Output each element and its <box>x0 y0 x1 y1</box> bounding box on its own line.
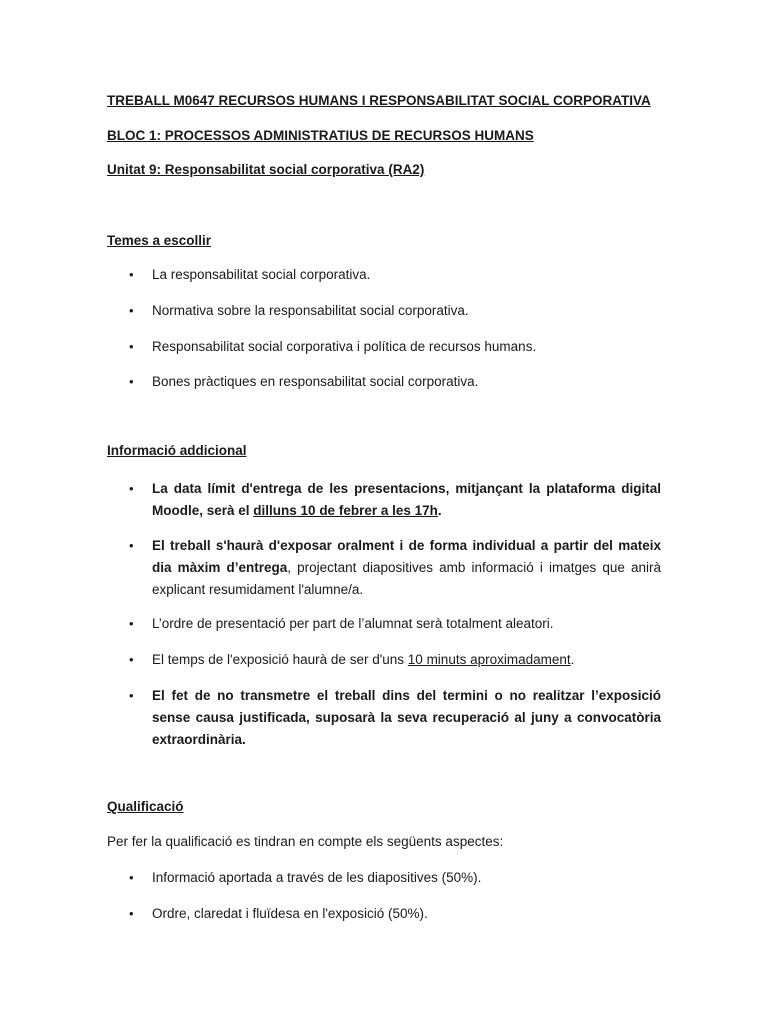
info-heading: Informació addicional <box>107 443 247 458</box>
info-item-oral <box>152 535 661 601</box>
bullet-icon: • <box>129 688 134 703</box>
info-item-penalty: El fet de no transmetre el treball dins del termini o no realitzar l’exposició sense causa justificada, suposarà la seva recuperació al juny a convocatòria extraordinària. <box>152 688 661 747</box>
deadline-end: . <box>437 503 442 518</box>
block-heading: BLOC 1: PROCESSOS ADMINISTRATIUS DE RECURSOS HUMANS <box>107 128 534 143</box>
bullet-icon: • <box>129 374 134 389</box>
oral-text: El treball s'haurà d'exposar oralment i de forma individual a partir del mateix dia màxim d’entrega <box>152 538 661 575</box>
bullet-icon: • <box>129 538 134 553</box>
topic-item: Bones pràctiques en responsabilitat social corporativa. <box>152 374 479 389</box>
bullet-icon: • <box>129 481 134 496</box>
oral-rest: , projectant diapositives amb informació i imatges que anirà explicant resumidament l'alumne/a. <box>152 560 661 597</box>
bullet-icon: • <box>129 267 134 282</box>
time-end: . <box>570 652 575 667</box>
info-item-time <box>152 651 661 669</box>
bullet-icon: • <box>129 870 134 885</box>
topic-item: La responsabilitat social corporativa. <box>152 267 371 282</box>
bullet-icon: • <box>129 616 134 631</box>
bullet-icon: • <box>129 303 134 318</box>
time-text: El temps de l'exposició haurà de ser d'uns <box>152 652 408 667</box>
topic-item: Responsabilitat social corporativa i política de recursos humans. <box>152 339 537 354</box>
grading-item: Informació aportada a través de les diapositives (50%). <box>152 870 482 885</box>
grading-item: Ordre, claredat i fluïdesa en l'exposició (50%). <box>152 906 428 921</box>
document-title: TREBALL M0647 RECURSOS HUMANS I RESPONSABILITAT SOCIAL CORPORATIVA <box>107 93 651 108</box>
unit-heading: Unitat 9: Responsabilitat social corporativa (RA2) <box>107 162 425 177</box>
grading-heading: Qualificació <box>107 799 184 814</box>
topic-item: Normativa sobre la responsabilitat social corporativa. <box>152 303 469 318</box>
info-item-order: L’ordre de presentació per part de l’alumnat serà totalment aleatori. <box>152 616 554 631</box>
time-duration: 10 minuts aproximadament <box>407 652 571 667</box>
deadline-date: dilluns 10 de febrer a les 17h <box>253 503 438 518</box>
deadline-text: La data límit d'entrega de les presentacions, mitjançant la plataforma digital Moodle, serà el <box>152 481 661 518</box>
grading-intro: Per fer la qualificació es tindran en compte els següents aspectes: <box>107 834 504 849</box>
info-item-deadline <box>152 478 661 522</box>
bullet-icon: • <box>129 652 134 667</box>
topics-heading: Temes a escollir <box>107 233 212 248</box>
bullet-icon: • <box>129 339 134 354</box>
bullet-icon: • <box>129 906 134 921</box>
